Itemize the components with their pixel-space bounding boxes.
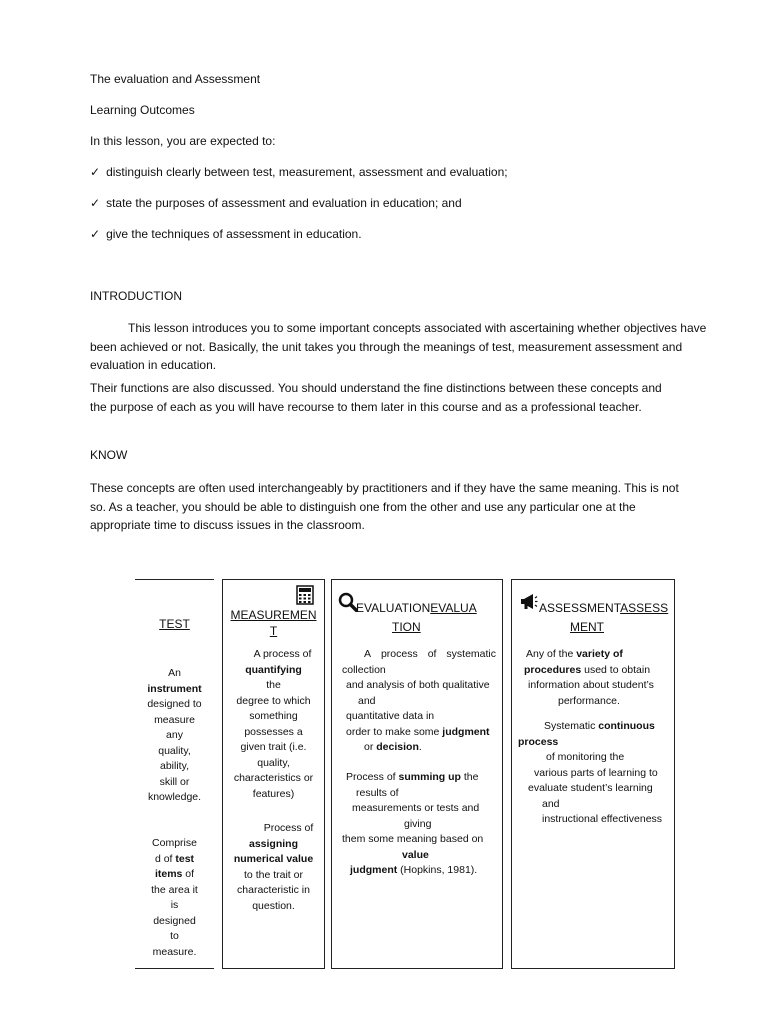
assessment-process: Systematic continuous process of monitoring the various parts of learning to evaluate student’s learning and instructional effectiveness [518,720,663,825]
assessment-definition: Any of the variety of procedures used to obtain information about student’s performance. [524,648,654,707]
outcome-item: ✓ state the purposes of assessment and evaluation in education; and [90,195,462,211]
evaluation-definition: A process of systematic collection and analysis of both qualitative and quantitative data in order to make some judgment or decision. [342,648,496,753]
evaluation-header: EVALUATIONEVALUA [356,601,477,615]
measurement-header: MEASUREMEN T [230,608,317,638]
know-paragraph: These concepts are often used interchangeably by practitioners and if they have the same meaning. This is not so. As a teacher, you should be able to distinguish one from the other and use any particular one at the appropriate time to discuss issues in the classroom. [90,481,679,532]
assessment-header-cont: MENT [570,620,604,634]
evaluation-header-cont: TION [392,620,421,634]
intro-line: In this lesson, you are expected to: [90,134,276,148]
magnifier-icon [338,592,358,612]
learning-outcomes-heading: Learning Outcomes [90,103,195,117]
know-heading: KNOW [90,448,128,462]
measurement-definition: A process of quantifying the degree to which something possesses a given trait (i.e. quality, characteristics or features) [233,648,314,800]
test-column [135,579,214,969]
evaluation-column [331,579,503,969]
megaphone-icon [520,593,538,611]
evaluation-process: Process of summing up the results of measurements or tests and giving them some meaning based on value judgment (Hopkins, 1981). [342,771,484,876]
test-composition: Comprise d of test items of the area it is designed to measure. [151,837,198,958]
calculator-icon [296,585,314,605]
measurement-process: Process of assigning numerical value to the trait or characteristic in question. [233,822,314,912]
assessment-column [511,579,675,969]
test-header: TEST [159,617,190,631]
assessment-header: ASSESSMENTASSESS [539,601,669,615]
outcome-item: ✓ distinguish clearly between test, measurement, assessment and evaluation; [90,164,508,180]
intro-paragraph: Their functions are also discussed. You should understand the fine distinctions between these concepts and the purpose of each as you will have recourse to them later in this course and as a professional teacher. [90,381,662,414]
outcome-item: ✓ give the techniques of assessment in education. [90,226,362,242]
introduction-heading: INTRODUCTION [90,289,182,303]
test-definition: An instrument designed to measure any quality, ability, skill or knowledge. [147,667,202,803]
measurement-column [222,579,325,969]
doc-title: The evaluation and Assessment [90,72,261,86]
intro-paragraph: This lesson introduces you to some important concepts associated with ascertaining whether objectives have been achieved or not. Basically, the unit takes you through the meanings of test, measurement assessment and evaluation in education. [90,321,707,372]
